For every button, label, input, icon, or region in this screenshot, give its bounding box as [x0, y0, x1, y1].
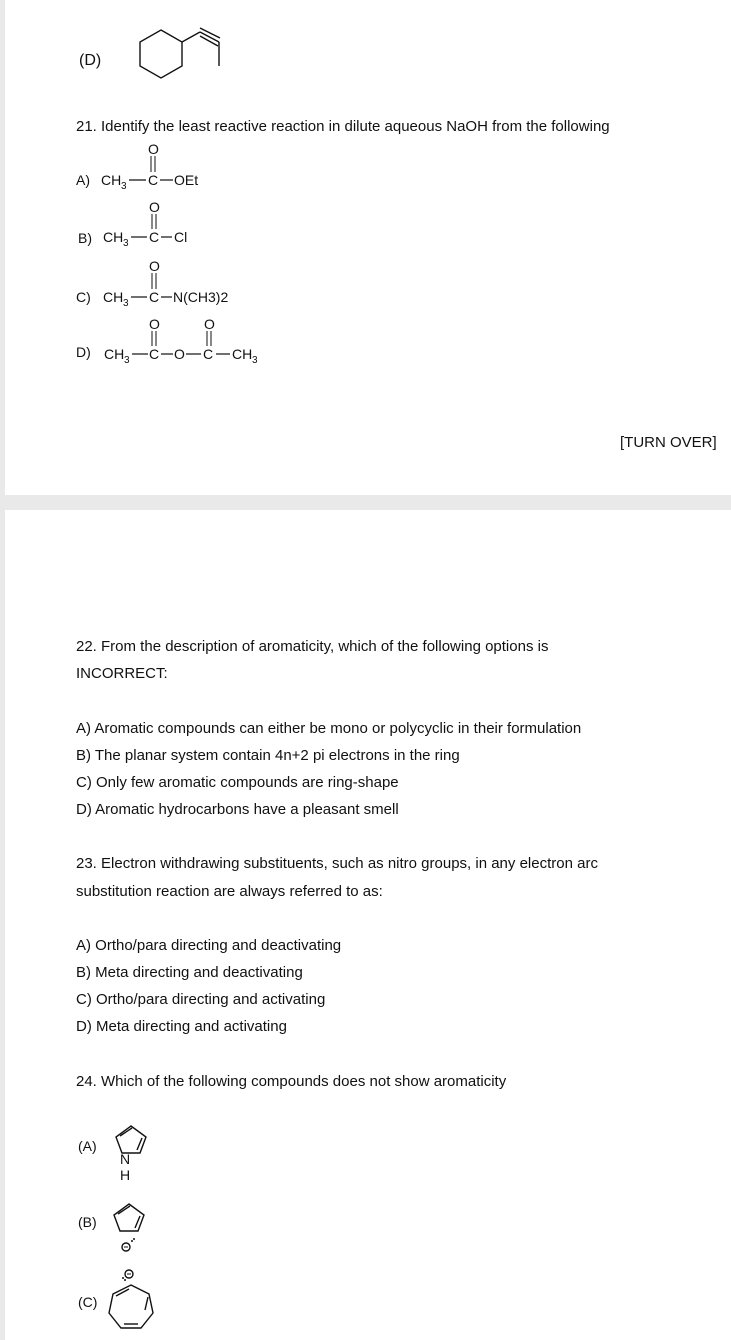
exam-page-1 — [5, 0, 731, 495]
q21-option-a-label: A) — [76, 172, 90, 188]
svg-text:3: 3 — [124, 355, 130, 366]
q21-option-c-label: C) — [76, 289, 91, 305]
q22-option-a: A) Aromatic compounds can either be mono or polycyclic in their formulation — [76, 720, 582, 737]
svg-text:CH: CH — [104, 346, 125, 362]
carbonyl-oxygen: O — [148, 141, 159, 157]
q21-option-d-label: D) — [76, 344, 91, 360]
q20-option-d-label: (D) — [79, 52, 102, 69]
leaving-group: OEt — [174, 172, 199, 188]
q23-option-c: C) Ortho/para directing and activating — [76, 991, 326, 1008]
q24-option-b-label: (B) — [78, 1214, 97, 1230]
q22-option-c: C) Only few aromatic compounds are ring-shape — [76, 774, 399, 791]
svg-text:3: 3 — [252, 355, 258, 366]
turn-over-note: [TURN OVER] — [620, 434, 717, 451]
carbonyl-oxygen: O — [149, 258, 160, 274]
hydrogen-atom: H — [120, 1167, 131, 1183]
exam-page-2 — [5, 510, 731, 1340]
svg-text:CH: CH — [103, 289, 124, 305]
svg-text:CH: CH — [103, 229, 124, 245]
svg-text:3: 3 — [123, 238, 129, 249]
q21-question: 21. Identify the least reactive reaction in dilute aqueous NaOH from the following — [76, 118, 610, 135]
carbonyl-carbon: C — [149, 289, 160, 305]
q23-question-line2: substitution reaction are always referred to as: — [76, 883, 383, 900]
carbonyl-oxygen: O — [149, 316, 160, 332]
q21-option-d-structure — [5, 0, 731, 380]
carbonyl-carbon: C — [149, 346, 160, 362]
svg-text:CH: CH — [232, 346, 253, 362]
q23-option-b: B) Meta directing and deactivating — [76, 964, 303, 981]
svg-text:3: 3 — [121, 181, 127, 192]
q24-question: 24. Which of the following compounds does not show aromaticity — [76, 1073, 507, 1090]
leaving-group: Cl — [174, 229, 188, 245]
carbonyl-carbon: C — [148, 172, 159, 188]
q23-option-a: A) Ortho/para directing and deactivating — [76, 937, 342, 954]
anhydride-oxygen: O — [174, 346, 185, 362]
q23-question-line1: 23. Electron withdrawing substituents, such as nitro groups, in any electron arc — [76, 855, 598, 872]
nitrogen-atom: N — [120, 1151, 131, 1167]
q24-option-a-label: (A) — [78, 1138, 97, 1154]
q22-option-d: D) Aromatic hydrocarbons have a pleasant smell — [76, 801, 399, 818]
q23-option-d: D) Meta directing and activating — [76, 1018, 287, 1035]
carbonyl-oxygen-2: O — [204, 316, 215, 332]
q24-option-c-label: (C) — [78, 1294, 98, 1310]
q22-question-line1: 22. From the description of aromaticity, which of the following options is — [76, 638, 549, 655]
leaving-group: N(CH3)2 — [173, 289, 229, 305]
q22-option-b: B) The planar system contain 4n+2 pi electrons in the ring — [76, 747, 460, 764]
carbonyl-carbon-2: C — [203, 346, 214, 362]
carbonyl-carbon: C — [149, 229, 160, 245]
svg-text:CH: CH — [101, 172, 122, 188]
svg-text:3: 3 — [123, 298, 129, 309]
q24-option-c-cycloheptatrienyl-anion — [5, 510, 731, 1340]
carbonyl-oxygen: O — [149, 199, 160, 215]
q21-option-b-label: B) — [78, 230, 92, 246]
q22-question-line2: INCORRECT: — [76, 665, 168, 682]
